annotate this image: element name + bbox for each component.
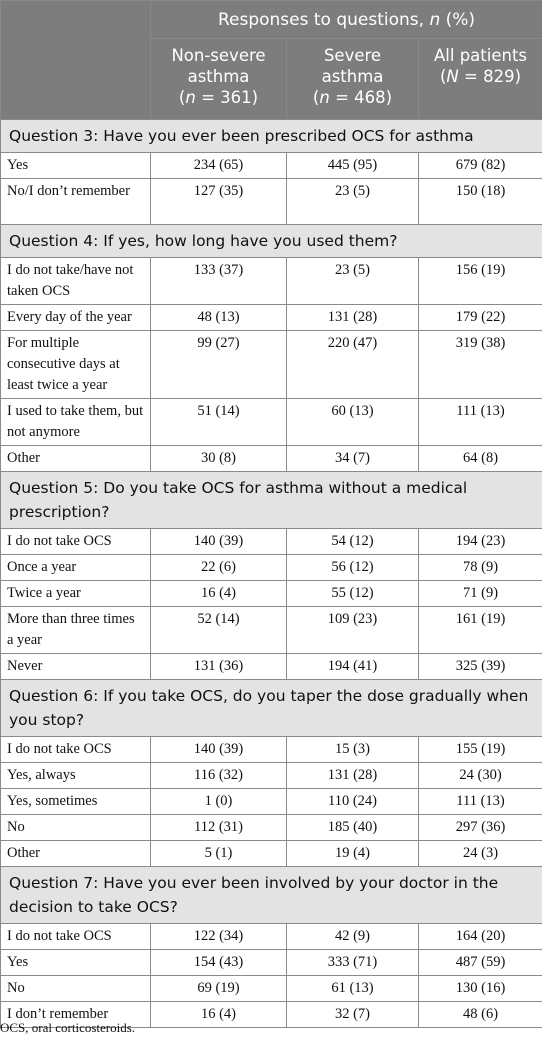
cell-value: 112 (31) [151, 815, 287, 841]
table-row [1, 258, 542, 305]
column-header-line1: Severe [323, 46, 382, 65]
count-open: ( [439, 67, 447, 86]
cell-value: 319 (38) [419, 331, 542, 399]
table-row [1, 555, 542, 581]
cell-value: 161 (19) [419, 607, 542, 654]
cell-value: 194 (23) [419, 529, 542, 555]
row-label: I do not take OCS [1, 924, 151, 950]
count-value: = 468) [329, 88, 393, 107]
cell-value: 5 (1) [151, 841, 287, 867]
group-n-symbol: n [429, 9, 441, 30]
cell-value: 55 (12) [287, 581, 419, 607]
cell-value: 325 (39) [419, 654, 542, 680]
row-label: Every day of the year [1, 305, 151, 331]
row-label: Yes [1, 950, 151, 976]
count-symbol: N [446, 67, 459, 86]
cell-value: 164 (20) [419, 924, 542, 950]
cell-value: 99 (27) [151, 331, 287, 399]
row-label: Yes [1, 153, 151, 179]
cell-value: 78 (9) [419, 555, 542, 581]
row-label: Never [1, 654, 151, 680]
table-row [1, 399, 542, 446]
table-row [1, 581, 542, 607]
question-row [1, 472, 542, 529]
cell-value: 16 (4) [151, 581, 287, 607]
column-header-count [155, 87, 282, 108]
cell-value: 110 (24) [287, 789, 419, 815]
cell-value: 61 (13) [287, 976, 419, 1002]
row-label: No [1, 815, 151, 841]
table-row [1, 153, 542, 179]
cell-value: 185 (40) [287, 815, 419, 841]
cell-value: 297 (36) [419, 815, 542, 841]
cell-value: 30 (8) [151, 446, 287, 472]
row-label: No [1, 976, 151, 1002]
cell-value: 32 (7) [287, 1002, 419, 1028]
question-row [1, 225, 542, 258]
cell-value: 445 (95) [287, 153, 419, 179]
cell-value: 234 (65) [151, 153, 287, 179]
column-header-line2: asthma [321, 67, 384, 86]
cell-value: 56 (12) [287, 555, 419, 581]
row-label: I do not take OCS [1, 529, 151, 555]
count-symbol: n [185, 88, 196, 107]
group-suffix: (%) [440, 9, 476, 30]
table-row [1, 654, 542, 680]
table-row [1, 331, 542, 399]
table-row [1, 529, 542, 555]
column-header-1 [151, 39, 287, 120]
question-text: Question 6: If you take OCS, do you taper the dose gradually when you stop? [1, 680, 542, 737]
table-row [1, 607, 542, 654]
table-footnote: OCS, oral corticosteroids. [0, 1020, 136, 1035]
cell-value: 109 (23) [287, 607, 419, 654]
row-label: I do not take OCS [1, 737, 151, 763]
cell-value: 130 (16) [419, 976, 542, 1002]
cell-value: 64 (8) [419, 446, 542, 472]
group-prefix: Responses to questions, [217, 9, 430, 30]
cell-value: 23 (5) [287, 179, 419, 225]
cell-value: 34 (7) [287, 446, 419, 472]
table-row [1, 789, 542, 815]
column-header-count [423, 66, 538, 87]
cell-value: 179 (22) [419, 305, 542, 331]
cell-value: 140 (39) [151, 737, 287, 763]
row-label: Once a year [1, 555, 151, 581]
cell-value: 133 (37) [151, 258, 287, 305]
row-label: Other [1, 446, 151, 472]
cell-value: 42 (9) [287, 924, 419, 950]
column-header-line1: All patients [434, 46, 528, 65]
cell-value: 51 (14) [151, 399, 287, 446]
table-row [1, 763, 542, 789]
question-text: Question 5: Do you take OCS for asthma without a medical prescription? [1, 472, 542, 529]
cell-value: 22 (6) [151, 555, 287, 581]
question-text: Question 7: Have you ever been involved by your doctor in the decision to take OCS? [1, 867, 542, 924]
table-row [1, 924, 542, 950]
column-header-3 [419, 39, 542, 120]
row-label: Other [1, 841, 151, 867]
cell-value: 333 (71) [287, 950, 419, 976]
column-header-count [291, 87, 414, 108]
row-label: Twice a year [1, 581, 151, 607]
table-row [1, 179, 542, 225]
row-label: I don’t remember [1, 1002, 151, 1028]
cell-value: 131 (28) [287, 763, 419, 789]
question-row [1, 680, 542, 737]
question-text: Question 4: If yes, how long have you used them? [1, 225, 542, 258]
column-header-line1: Non-severe [171, 46, 266, 65]
cell-value: 131 (28) [287, 305, 419, 331]
cell-value: 71 (9) [419, 581, 542, 607]
table-body [1, 120, 542, 1028]
count-symbol: n [319, 88, 330, 107]
table-row [1, 950, 542, 976]
cell-value: 122 (34) [151, 924, 287, 950]
cell-value: 679 (82) [419, 153, 542, 179]
cell-value: 52 (14) [151, 607, 287, 654]
cell-value: 111 (13) [419, 789, 542, 815]
cell-value: 16 (4) [151, 1002, 287, 1028]
row-label: I do not take/have not taken OCS [1, 258, 151, 305]
question-row [1, 120, 542, 153]
column-group-header [151, 1, 542, 39]
column-header-2 [287, 39, 419, 120]
cell-value: 155 (19) [419, 737, 542, 763]
question-row [1, 867, 542, 924]
cell-value: 60 (13) [287, 399, 419, 446]
header-corner-cell [1, 1, 151, 120]
cell-value: 150 (18) [419, 179, 542, 225]
cell-value: 127 (35) [151, 179, 287, 225]
cell-value: 24 (30) [419, 763, 542, 789]
cell-value: 111 (13) [419, 399, 542, 446]
row-label: For multiple consecutive days at least twice a year [1, 331, 151, 399]
cell-value: 19 (4) [287, 841, 419, 867]
cell-value: 69 (19) [151, 976, 287, 1002]
cell-value: 156 (19) [419, 258, 542, 305]
cell-value: 131 (36) [151, 654, 287, 680]
row-label: More than three times a year [1, 607, 151, 654]
table-row [1, 976, 542, 1002]
row-label: Yes, sometimes [1, 789, 151, 815]
question-text: Question 3: Have you ever been prescribed OCS for asthma [1, 120, 542, 153]
count-value: = 361) [195, 88, 259, 107]
count-open: ( [312, 88, 320, 107]
row-label: I used to take them, but not anymore [1, 399, 151, 446]
cell-value: 23 (5) [287, 258, 419, 305]
cell-value: 54 (12) [287, 529, 419, 555]
cell-value: 487 (59) [419, 950, 542, 976]
table-row [1, 841, 542, 867]
table-header [1, 1, 542, 120]
cell-value: 48 (6) [419, 1002, 542, 1028]
cell-value: 48 (13) [151, 305, 287, 331]
table-row [1, 737, 542, 763]
table-row [1, 815, 542, 841]
cell-value: 140 (39) [151, 529, 287, 555]
table-row [1, 305, 542, 331]
cell-value: 194 (41) [287, 654, 419, 680]
cell-value: 154 (43) [151, 950, 287, 976]
count-open: ( [178, 88, 186, 107]
row-label: No/I don’t remember [1, 179, 151, 225]
column-header-line2: asthma [187, 67, 250, 86]
count-value: = 829) [458, 67, 522, 86]
row-label: Yes, always [1, 763, 151, 789]
cell-value: 116 (32) [151, 763, 287, 789]
table-row [1, 446, 542, 472]
cell-value: 220 (47) [287, 331, 419, 399]
cell-value: 15 (3) [287, 737, 419, 763]
cell-value: 24 (3) [419, 841, 542, 867]
cell-value: 1 (0) [151, 789, 287, 815]
